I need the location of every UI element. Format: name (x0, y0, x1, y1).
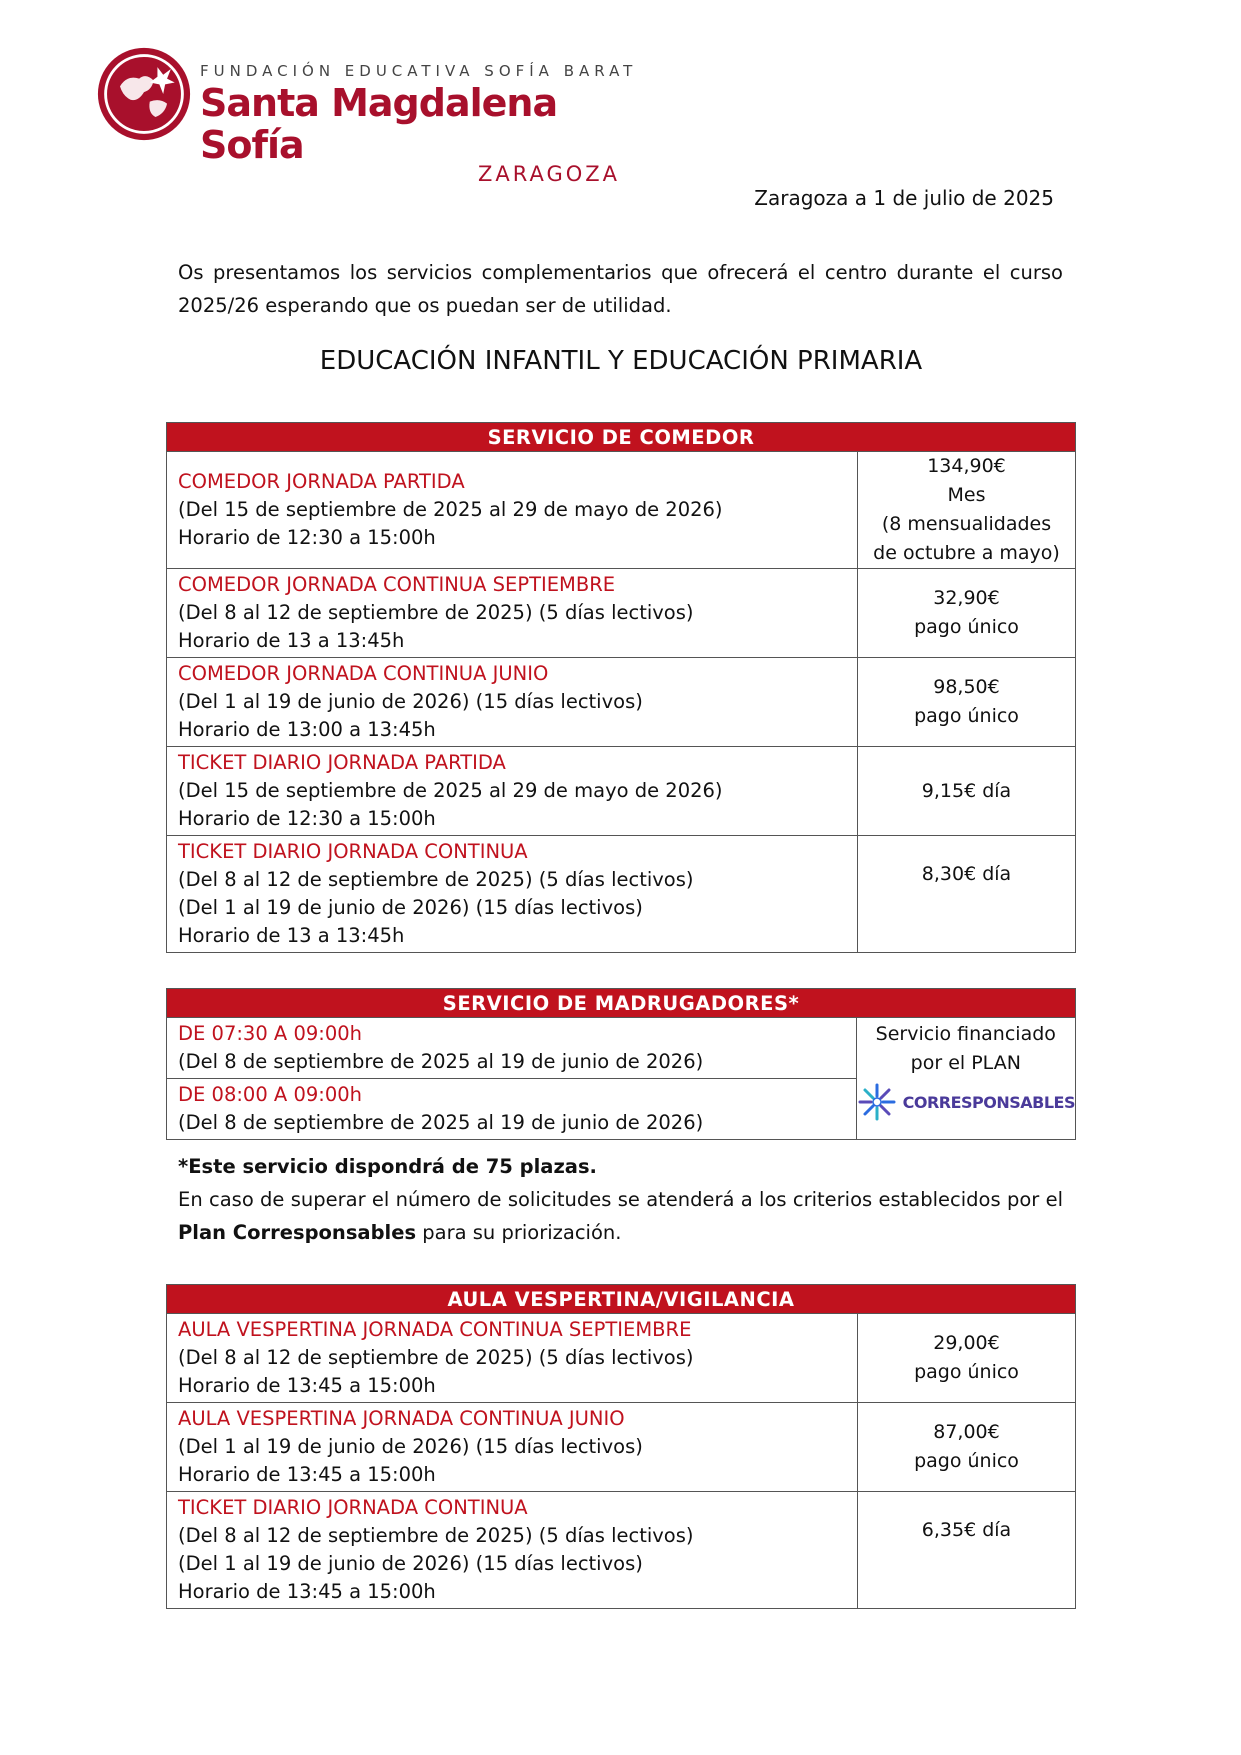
row-dates: (Del 8 al 12 de septiembre de 2025) (5 días lectivos) (178, 601, 694, 624)
row-dates: (Del 8 al 12 de septiembre de 2025) (5 días lectivos) (178, 868, 694, 891)
logo-foundation-text: FUNDACIÓN EDUCATIVA SOFÍA BARAT (200, 62, 638, 80)
row-title: AULA VESPERTINA JORNADA CONTINUA JUNIO (178, 1407, 625, 1430)
globe-logo-icon (96, 46, 192, 142)
intro-paragraph: Os presentamos los servicios complementarios que ofrecerá el centro durante el curso 2025/26 esperando que os puedan ser de utilidad. (178, 261, 1063, 317)
table-row (167, 658, 1076, 747)
row-price-unit: pago único (914, 1450, 1019, 1472)
row-price-unit: Mes (947, 484, 986, 506)
row-dates: (Del 1 al 19 de junio de 2026) (15 días lectivos) (178, 896, 643, 919)
row-schedule: Horario de 13:45 a 15:00h (178, 1463, 436, 1486)
row-dates: (Del 8 al 12 de septiembre de 2025) (5 días lectivos) (178, 1524, 694, 1547)
row-schedule: Horario de 13:45 a 15:00h (178, 1580, 436, 1603)
comedor-table (166, 422, 1076, 953)
row-schedule: Horario de 12:30 a 15:00h (178, 807, 436, 830)
table-row (167, 1018, 1076, 1079)
vespertina-table (166, 1284, 1076, 1609)
row-title: DE 08:00 A 09:00h (178, 1083, 363, 1106)
row-title: COMEDOR JORNADA CONTINUA SEPTIEMBRE (178, 573, 616, 596)
table-row (167, 569, 1076, 658)
row-price: 98,50€ (933, 676, 1000, 698)
row-price-note: (8 mensualidades (881, 513, 1052, 535)
row-title: COMEDOR JORNADA CONTINUA JUNIO (178, 662, 549, 685)
row-dates: (Del 1 al 19 de junio de 2026) (15 días lectivos) (178, 1435, 643, 1458)
section-title: EDUCACIÓN INFANTIL Y EDUCACIÓN PRIMARIA (319, 346, 923, 376)
vespertina-header: AULA VESPERTINA/VIGILANCIA (167, 1285, 1076, 1314)
note-text-end: para su priorización. (416, 1221, 622, 1244)
note-capacity: *Este servicio dispondrá de 75 plazas. (178, 1155, 597, 1178)
madrugadores-note (178, 1150, 1063, 1249)
corresponsables-star-icon (857, 1082, 897, 1122)
row-schedule: Horario de 13:45 a 15:00h (178, 1374, 436, 1397)
row-title: TICKET DIARIO JORNADA PARTIDA (178, 751, 506, 774)
table-row (167, 1403, 1076, 1492)
row-schedule: Horario de 13 a 13:45h (178, 629, 405, 652)
row-price: 87,00€ (933, 1421, 1000, 1443)
row-dates: (Del 1 al 19 de junio de 2026) (15 días lectivos) (178, 690, 643, 713)
plan-financing-text: por el PLAN (910, 1052, 1021, 1074)
row-price-unit: pago único (914, 705, 1019, 727)
row-price-unit: pago único (914, 616, 1019, 638)
row-title: AULA VESPERTINA JORNADA CONTINUA SEPTIEMBRE (178, 1318, 692, 1341)
comedor-header: SERVICIO DE COMEDOR (167, 423, 1076, 452)
row-price: 8,30€ día (921, 863, 1012, 885)
row-price: 134,90€ (927, 455, 1006, 477)
table-row (167, 747, 1076, 836)
row-price: 29,00€ (933, 1332, 1000, 1354)
row-dates: (Del 8 de septiembre de 2025 al 19 de junio de 2026) (178, 1050, 704, 1073)
row-price: 32,90€ (933, 587, 1000, 609)
row-schedule: Horario de 13 a 13:45h (178, 924, 405, 947)
row-price: 6,35€ día (921, 1519, 1012, 1541)
document-date: Zaragoza a 1 de julio de 2025 (754, 186, 1054, 210)
row-dates: (Del 15 de septiembre de 2025 al 29 de mayo de 2026) (178, 498, 723, 521)
corresponsables-logo (857, 1082, 1075, 1122)
row-dates: (Del 1 al 19 de junio de 2026) (15 días lectivos) (178, 1552, 643, 1575)
row-schedule: Horario de 12:30 a 15:00h (178, 526, 436, 549)
logo-school-name: Santa Magdalena Sofía (200, 81, 558, 167)
table-row (167, 452, 1076, 569)
school-logo (96, 46, 656, 186)
madrugadores-table (166, 988, 1076, 1140)
row-schedule: Horario de 13:00 a 13:45h (178, 718, 436, 741)
row-dates: (Del 8 al 12 de septiembre de 2025) (5 días lectivos) (178, 1346, 694, 1369)
plan-financing-text: Servicio financiado (875, 1023, 1056, 1045)
madrugadores-header: SERVICIO DE MADRUGADORES* (167, 989, 1076, 1018)
note-plan-name: Plan Corresponsables (178, 1221, 417, 1244)
row-title: TICKET DIARIO JORNADA CONTINUA (178, 1496, 528, 1519)
row-title: COMEDOR JORNADA PARTIDA (178, 470, 465, 493)
row-price: 9,15€ día (921, 779, 1012, 802)
corresponsables-logo-text: CORRESPONSABLES (902, 1092, 1075, 1112)
row-title: DE 07:30 A 09:00h (178, 1022, 363, 1045)
logo-city: ZARAGOZA (478, 162, 621, 186)
note-text: En caso de superar el número de solicitudes se atenderá a los criterios establecidos por el (178, 1188, 1063, 1211)
row-dates: (Del 8 de septiembre de 2025 al 19 de junio de 2026) (178, 1111, 704, 1134)
row-price-note: de octubre a mayo) (873, 542, 1060, 564)
row-title: TICKET DIARIO JORNADA CONTINUA (178, 840, 528, 863)
table-row (167, 836, 1076, 953)
table-row (167, 1314, 1076, 1403)
row-price-unit: pago único (914, 1361, 1019, 1383)
row-dates: (Del 15 de septiembre de 2025 al 29 de mayo de 2026) (178, 779, 723, 802)
table-row (167, 1492, 1076, 1609)
